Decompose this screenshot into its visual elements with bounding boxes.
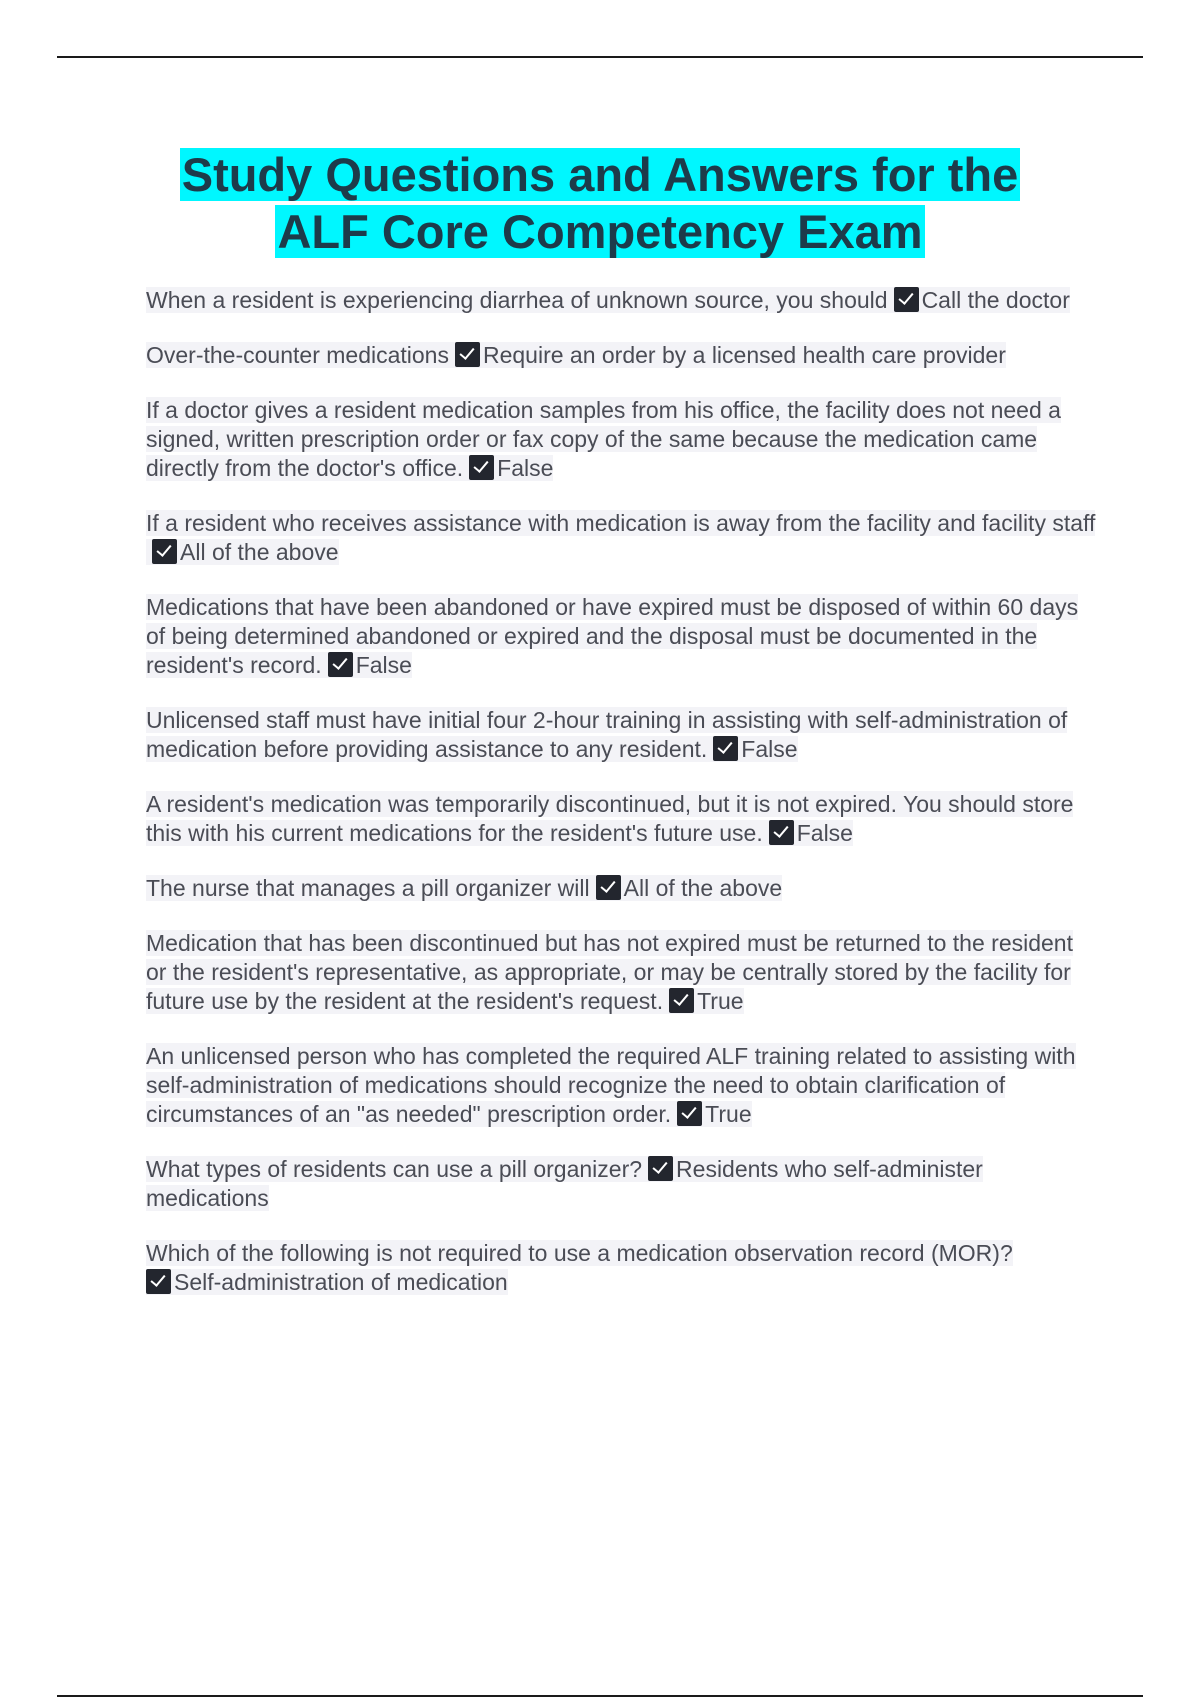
answer-text: All of the above [623, 875, 783, 901]
answer-text: False [741, 736, 798, 762]
qa-item [146, 286, 1096, 315]
qa-content [146, 875, 782, 901]
checkbox-checked-icon [769, 820, 794, 845]
checkbox-checked-icon [469, 455, 494, 480]
qa-item [146, 790, 1096, 848]
answer-text: Residents who self-administer medications [146, 1156, 983, 1211]
qa-content [146, 287, 1070, 313]
question-text: Unlicensed staff must have initial four 2-hour training in assisting with self-administration of medication before providing assistance to any resident. [146, 707, 1068, 762]
checkbox-checked-icon [894, 287, 919, 312]
answer-text: Call the doctor [921, 287, 1070, 313]
question-text: An unlicensed person who has completed the required ALF training related to assisting with self-administration of medications should recognize the need to obtain clarification of circumstances of an "as needed" prescription order. [146, 1043, 1076, 1127]
qa-item [146, 929, 1096, 1016]
question-text: When a resident is experiencing diarrhea of unknown source, you should [146, 287, 888, 313]
question-text: What types of residents can use a pill organizer? [146, 1156, 643, 1182]
qa-content [146, 707, 1067, 762]
qa-item [146, 706, 1096, 764]
qa-item [146, 509, 1096, 567]
qa-list [146, 286, 1096, 1323]
qa-content [146, 594, 1078, 678]
answer-text: True [697, 988, 744, 1014]
question-text: If a doctor gives a resident medication samples from his office, the facility does not need a signed, written prescription order or fax copy of the same because the medication came directly from the doctor's office. [146, 397, 1061, 481]
qa-content [146, 930, 1073, 1014]
answer-text: All of the above [180, 539, 339, 565]
qa-content [146, 1156, 983, 1211]
checkbox-checked-icon [152, 539, 177, 564]
checkbox-checked-icon [328, 652, 353, 677]
question-text: Over-the-counter medications [146, 342, 449, 368]
title-line-2: ALF Core Competency Exam [277, 205, 923, 258]
question-text: Which of the following is not required to use a medication observation record (MOR)? [146, 1240, 1013, 1266]
qa-item [146, 341, 1096, 370]
qa-item [146, 1155, 1096, 1213]
question-text: A resident's medication was temporarily discontinued, but it is not expired. You should store this with his current medications for the resident's future use. [146, 791, 1074, 846]
qa-item [146, 1042, 1096, 1129]
checkbox-checked-icon [677, 1101, 702, 1126]
question-text: Medications that have been abandoned or have expired must be disposed of within 60 days of being determined abandoned or expired and the disposal must be documented in the resident's record. [146, 594, 1079, 678]
answer-text: False [796, 820, 853, 846]
answer-text: Self-administration of medication [174, 1269, 508, 1295]
qa-item [146, 396, 1096, 483]
qa-content [146, 342, 1006, 368]
checkbox-checked-icon [596, 875, 621, 900]
question-text: If a resident who receives assistance with medication is away from the facility and facility staff [146, 510, 1096, 536]
answer-text: True [705, 1101, 752, 1127]
qa-content [146, 1043, 1076, 1127]
question-text: Medication that has been discontinued but has not expired must be returned to the resident or the resident's representative, as appropriate, or may be centrally stored by the facility for future use by the resident at the resident's request. [146, 930, 1073, 1014]
page-title [60, 146, 1140, 260]
qa-item [146, 1239, 1096, 1297]
answer-text: False [355, 652, 412, 678]
answer-text: False [497, 455, 554, 481]
answer-text: Require an order by a licensed health care provider [482, 342, 1006, 368]
checkbox-checked-icon [648, 1156, 673, 1181]
qa-content [146, 1240, 1013, 1295]
checkbox-checked-icon [455, 342, 480, 367]
top-rule [57, 56, 1143, 58]
qa-content [146, 397, 1061, 481]
qa-item [146, 593, 1096, 680]
checkbox-checked-icon [669, 988, 694, 1013]
bottom-rule [57, 1695, 1143, 1697]
title-line-1: Study Questions and Answers for the [181, 148, 1019, 201]
checkbox-checked-icon [713, 736, 738, 761]
qa-content [146, 510, 1095, 565]
question-text: The nurse that manages a pill organizer will [146, 875, 590, 901]
qa-item [146, 874, 1096, 903]
qa-content [146, 791, 1073, 846]
checkbox-checked-icon [146, 1269, 171, 1294]
